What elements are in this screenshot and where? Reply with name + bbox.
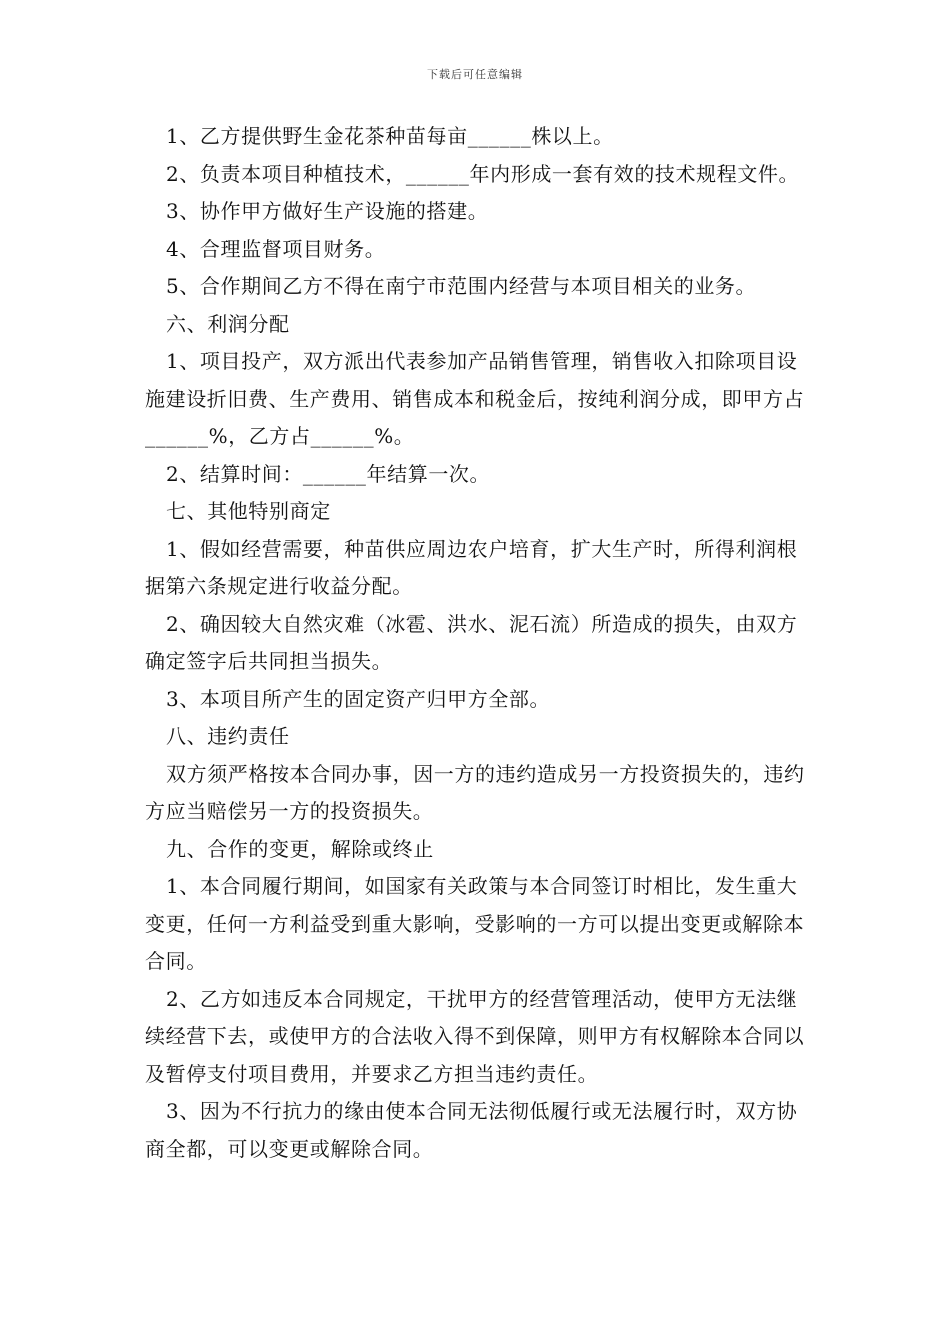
contract-body [145,118,807,1168]
section-heading-breach: 八、违约责任 [166,724,290,748]
clause-termination-interference: 2、乙方如违反本合同规定，干扰甲方的经营管理活动，使甲方无法继续经营下去，或使甲方的合法收入得不到保障，则甲方有权解除本合同以及暂停支付项目费用，并要求乙方担当违约责任。 [145,986,805,1086]
section-heading-special: 七、其他特别商定 [166,499,331,523]
clause-yi-noncompete: 5、合作期间乙方不得在南宁市范围内经营与本项目相关的业务。 [166,274,757,298]
clause-breach: 双方须严格按本合同办事，因一方的违约造成另一方投资损失的，违约方应当赔偿另一方的投资损失。 [145,761,805,823]
section-heading-profit: 六、利润分配 [166,311,290,336]
clause-special-assets: 3、本项目所产生的固定资产归甲方全部。 [166,686,551,711]
page-header: 下载后可任意编辑 [427,68,523,81]
clause-yi-finance: 4、合理监督项目财务。 [166,236,386,261]
clause-special-disaster: 2、确因较大自然灾难（冰雹、洪水、泥石流）所造成的损失，由双方确定签字后共同担当损失。 [145,611,798,673]
clause-termination-force-majeure: 3、因为不行抗力的缘由使本合同无法彻低履行或无法履行时，双方协商全都，可以变更或解除合同。 [145,1099,798,1161]
section-heading-termination: 九、合作的变更，解除或终止 [166,836,434,861]
clause-yi-seedlings: 1、乙方提供野生金花茶种苗每亩______株以上。 [166,124,614,148]
clause-settlement: 2、结算时间：______年结算一次。 [166,461,491,486]
clause-yi-technique: 2、负责本项目种植技术，______年内形成一套有效的技术规程文件。 [166,161,800,186]
clause-profit-share: 1、项目投产，双方派出代表参加产品销售管理，销售收入扣除项目设施建设折旧费、生产费用、销售成本和税金后，按纯利润分成，即甲方占______%，乙方占______%。 [145,349,805,448]
clause-yi-facilities: 3、协作甲方做好生产设施的搭建。 [166,199,489,223]
clause-termination-policy: 1、本合同履行期间，如国家有关政策与本合同签订时相比，发生重大变更，任何一方利益受到重大影响，受影响的一方可以提出变更或解除本合同。 [145,874,805,973]
clause-special-farmers: 1、假如经营需要，种苗供应周边农户培育，扩大生产时，所得利润根据第六条规定进行收益分配。 [145,536,798,598]
